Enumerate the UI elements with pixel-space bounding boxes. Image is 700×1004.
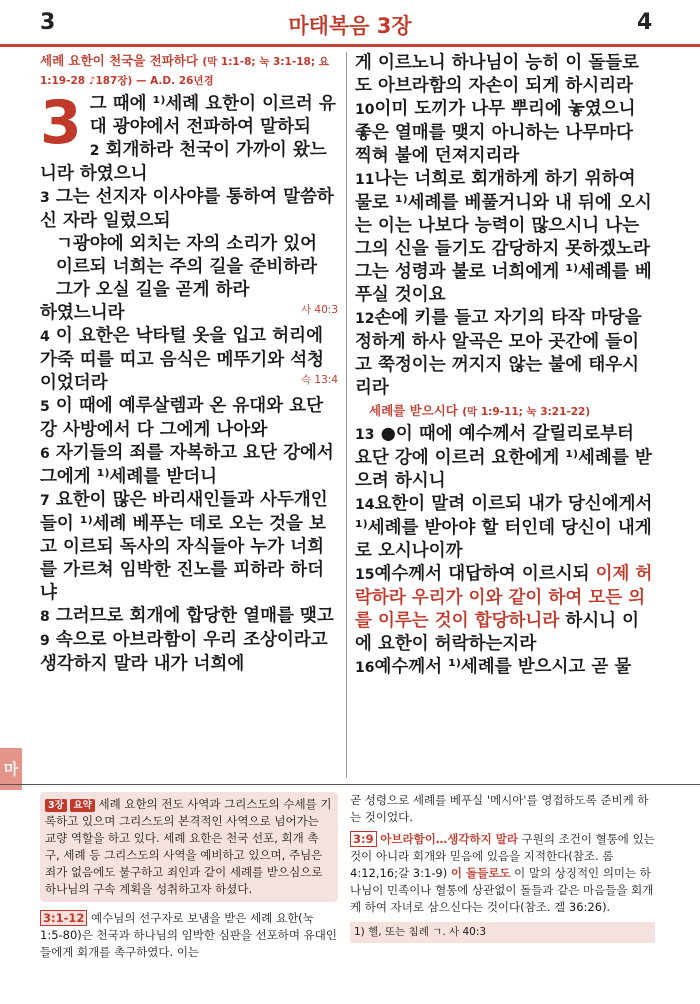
note-text: 구원의 조건이 혈통에 있는 것이 아니라 회개와 믿음에 있음을 지적한다(참조. 롬 4:12,16;갈 3:1-9) (350, 832, 655, 880)
verse-text: 회개하라 천국이 가까이 왔느니라 하였으니 (40, 140, 327, 184)
section-heading-text: 세례 요한이 천국을 전파하다 (40, 53, 198, 68)
note-text: 예수님의 선구자로 보냄을 받은 세례 요한(눅 1:5-80)은 천국과 하나님의 임박한 심판을 선포하며 유대인들에게 회개를 촉구하였다. 이는 (40, 911, 337, 959)
cross-reference: 사 40:3 (300, 304, 338, 316)
verse-text: 자기들의 죄를 자복하고 요단 강에서 그에게 ¹⁾세례를 받더니 (40, 443, 334, 487)
summary-badge: 요약 (70, 799, 94, 812)
verse-3-quote (40, 233, 340, 302)
left-column (40, 52, 340, 676)
section-ref: (막 1:1-8; 눅 3:1-18; 요 1:19-28 ♪187장) — A.D. 26년경 (40, 56, 329, 87)
verse-number: 13 (355, 427, 375, 443)
page-header (0, 0, 700, 42)
section-ref: (막 1:9-11; 눅 3:21-22) (462, 406, 591, 418)
verse-10 (355, 98, 655, 168)
chapter-title: 마태복음 3장 (288, 14, 412, 38)
verse-text: 예수께서 대답하여 이르시되 (374, 564, 590, 584)
note-ref: 3:9 (350, 831, 377, 847)
verse-2 (40, 139, 340, 186)
verse-text: 예수께서 ¹⁾세례를 받으시고 곧 물 (374, 657, 632, 677)
verse-text: 그러므로 회개에 합당한 열매를 맺고 (55, 606, 334, 626)
verse-number: 2 (89, 143, 100, 159)
note-keyword-2: 이 돌들로도 (450, 866, 511, 880)
note-continuation: 곧 성령으로 세례를 베푸실 '메시아'를 영접하도록 준비케 하는 것이었다. (350, 793, 649, 824)
section-heading (40, 52, 340, 90)
cross-reference: 슥 13:4 (300, 374, 338, 386)
verse-number: 11 (355, 172, 375, 188)
summary-text: 세례 요한의 전도 사역과 그리스도의 수세를 기록하고 있으며 그리스도의 본격적인 사역으로 넘어가는 교량 역할을 하고 있다. 세례 요한은 천국 선포, 회개 촉구, 세례 등 그리스도의 사역을 예비하고 있으며, 주님은 죄가 없음에도 불구하고 죄인과 같이 세례를 받으심으로 하나님의 구속 계획을 성취하고자 하셨다. (45, 797, 332, 896)
verse-text: 나는 너희로 회개하게 하기 위하여 물로 ¹⁾세례를 베풀거니와 내 뒤에 오시는 이는 나보다 능력이 많으시니 나는 그의 신을 들기도 감당하지 못하겠노라 그는 성령과 불로 너희에게 ¹⁾세례를 베푸실 것이요 (355, 169, 652, 305)
verse-text: 속으로 아브라함이 우리 조상이라고 생각하지 말라 내가 너희에 (40, 630, 328, 674)
study-notes-left (40, 792, 338, 961)
column-divider (346, 52, 347, 778)
verse-9 (40, 629, 340, 676)
verse-number: 12 (355, 311, 375, 327)
verse-7 (40, 489, 340, 605)
header-rule (0, 44, 700, 47)
footnote: 1) 헬, 또는 침례 ㄱ. 사 40:3 (350, 922, 655, 943)
words-of-jesus: 이제 허락하라 우리가 이와 같이 하여 모든 의를 이루는 것이 합당하니라 (355, 564, 653, 631)
page-number-left: 3 (40, 10, 56, 35)
section-heading-text: 세례를 받으시다 (369, 403, 458, 418)
verse-text: 손에 키를 들고 자기의 타작 마당을 정하게 하사 알곡은 모아 곳간에 들이고 쭉정이는 꺼지지 않는 불에 태우시리라 (355, 308, 642, 398)
verse-number: 16 (355, 660, 375, 676)
verse-text: 요한이 말려 이르되 내가 당신에게서 ¹⁾세례를 받아야 할 터인데 당신이 내게로 오시나이까 (355, 494, 653, 561)
verse-number: 3 (40, 190, 50, 206)
note-keyword: 아브라함이…생각하지 말라 (380, 832, 518, 846)
verse-1 (40, 88, 340, 158)
verse-text: 게 이르노니 하나님이 능히 이 돌들로도 아브라함의 자손이 되게 하시리라 (355, 53, 640, 96)
verse-text: 하였느니라 (40, 303, 125, 323)
verse-4 (40, 325, 340, 395)
notes-divider (0, 784, 700, 785)
verse-number: 14 (355, 497, 375, 513)
verse-number: 15 (355, 567, 375, 583)
verse-14 (355, 493, 655, 563)
book-tab[interactable]: 마 (0, 748, 22, 790)
study-notes-right (350, 792, 655, 943)
note-ref: 3:1-12 (40, 910, 87, 926)
verse-3 (40, 186, 340, 233)
verse-6 (40, 442, 340, 489)
verse-number: 7 (40, 493, 50, 509)
verse-15 (355, 563, 655, 656)
verse-text: ●이 때에 예수께서 갈릴리로부터 요단 강에 이르러 요한에게 ¹⁾세례를 받으려 하시니 (355, 424, 652, 491)
section-heading-2 (369, 402, 655, 421)
page-number-right: 4 (637, 10, 653, 35)
note-3-9 (350, 831, 655, 916)
verse-number: 6 (40, 446, 50, 462)
verse-text: 요한이 많은 바리새인들과 사두개인들이 ¹⁾세례 베푸는 데로 오는 것을 보고 이르되 독사의 자식들아 누가 너희를 가르쳐 임박한 진노를 피하라 하더냐 (40, 490, 328, 603)
verse-text: 이미 도끼가 나무 뿌리에 놓였으니 좋은 열매를 맺지 아니하는 나무마다 찍혀 불에 던져지리라 (355, 99, 636, 166)
verse-5 (40, 395, 340, 442)
chapter-number: 3 (40, 88, 82, 158)
chapter-summary (40, 792, 338, 902)
verse-number: 10 (355, 102, 375, 118)
verse-9-cont (355, 52, 655, 98)
verse-number: 5 (40, 399, 50, 415)
verse-text: 하시니 이에 요한이 허락하는지라 (355, 611, 640, 654)
verse-16 (355, 656, 655, 680)
verse-text: 그는 선지자 이사야를 통하여 말씀하신 자라 일렀으되 (40, 187, 334, 231)
verse-number: 9 (40, 633, 50, 649)
verse-12 (355, 307, 655, 400)
verse-text: 이 요한은 낙타털 옷을 입고 허리에 가죽 띠를 띠고 음식은 메뚜기와 석청이었더라 (40, 326, 325, 393)
verse-8 (40, 605, 340, 629)
verse-13 (355, 423, 655, 493)
verse-3-end (40, 302, 340, 325)
summary-chapter-badge: 3장 (45, 799, 67, 812)
note-3-1-12 (40, 910, 338, 961)
verse-number: 8 (40, 609, 50, 625)
verse-text: ㄱ광야에 외치는 자의 소리가 있어 이르되 너희는 주의 길을 준비하라 그가 오실 길을 곧게 하라 (56, 234, 318, 300)
verse-text: 그 때에 ¹⁾세례 요한이 이르러 유대 광야에서 전파하여 말하되 (89, 94, 336, 137)
verse-text: 이 때에 예루살렘과 온 유대와 요단 강 사방에서 다 그에게 나아와 (40, 396, 323, 440)
verse-11 (355, 168, 655, 307)
verse-number: 4 (40, 329, 50, 345)
note-text-2: 이 말의 상징적인 의미는 하나님이 민족이나 혈통에 상관없이 돌들과 같은 마음들을 회개케 하여 자녀로 삼으신다는 것이다(참조. 겔 36:26). (350, 866, 654, 914)
right-column (355, 52, 655, 680)
